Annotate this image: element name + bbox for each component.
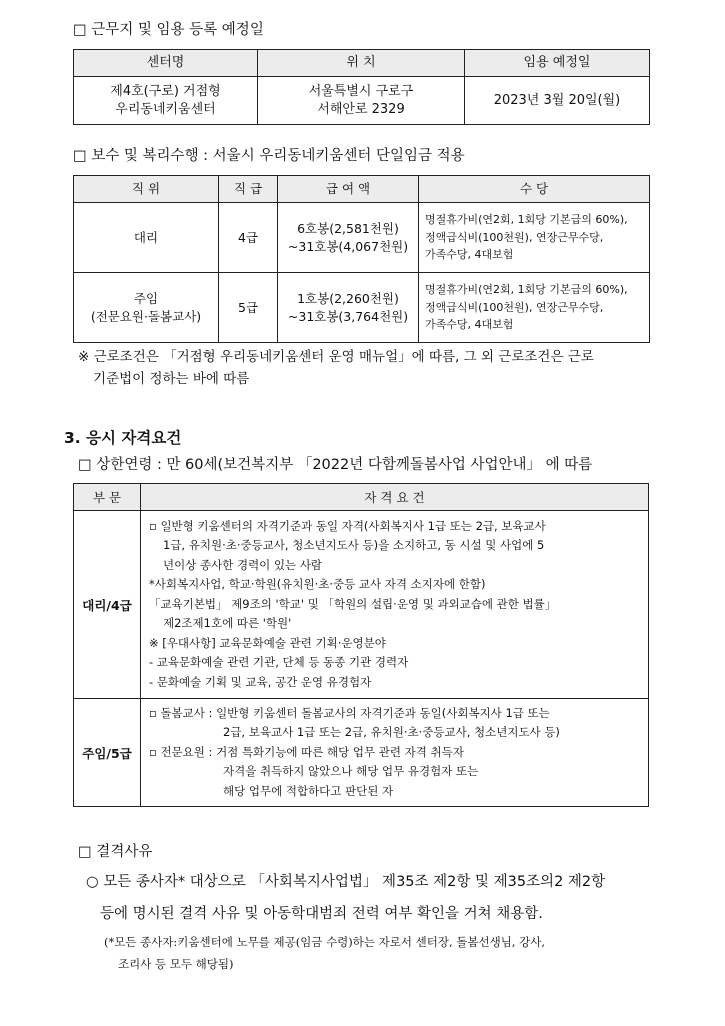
footnote-line: (*모든 종사자:키움센터에 노무를 제공(임금 수령)하는 자로서 센터장, 돌봄선생님, 강사, — [104, 935, 545, 949]
benefit-line: 정액급식비(100천원), 연장근무수당, — [425, 230, 604, 244]
disqualification-title: □ 결격사유 — [78, 844, 153, 860]
position-line: (전문요원·돌봄교사) — [90, 308, 202, 324]
table-row — [74, 273, 650, 343]
requirement-line: 제2조제1호에 따른 '학원' — [163, 616, 292, 631]
center-name-line: 우리동네키움센터 — [115, 101, 216, 117]
disqualification-footnote — [104, 931, 545, 975]
qualification-heading: 3. 응시 자격요건 — [64, 429, 182, 447]
requirement-line: 1급, 유치원·초·중등교사, 청소년지도사 등)을 소지하고, 동 시설 및 사업에 5 — [163, 538, 545, 553]
pay-section-title: □ 보수 및 복리수행 : 서울시 우리동네키움센터 단일임금 적용 — [73, 148, 465, 164]
benefit-line: 가족수당, 4대보험 — [425, 318, 514, 332]
salary-line: ~31호봉(3,764천원) — [287, 308, 409, 324]
col-header-location: 위 치 — [258, 50, 465, 77]
table-row — [74, 511, 649, 699]
requirement-line: ※ [우대사항] 교육문화예술 관련 기획·운영분야 — [149, 635, 386, 650]
position-cell — [74, 203, 219, 273]
benefit-line: 정액급식비(100천원), 연장근무수당, — [425, 300, 604, 314]
division-label: 대리/4급 — [74, 511, 141, 699]
footnote-line: 조리사 등 모두 해당됨) — [118, 957, 234, 971]
benefit-line: 가족수당, 4대보험 — [425, 248, 514, 262]
requirement-line: ▫ 일반형 키움센터의 자격기준과 동일 자격(사회복지사 1급 또는 2급, 보육교사 — [149, 518, 546, 533]
requirement-line: 「교육기본법」 제9조의 '학교' 및 「학원의 설립·운영 및 과외교습에 관한 법률」 — [149, 596, 557, 611]
location-line: 서울특별시 구로구 — [308, 83, 414, 99]
location-cell — [258, 77, 465, 125]
workplace-section-title: □ 근무지 및 임용 등록 예정일 — [73, 22, 264, 38]
age-limit-text: □ 상한연령 : 만 60세(보건복지부 「2022년 다함께돌봄사업 사업안내」 에 따름 — [78, 457, 593, 473]
requirement-line: 해당 업무에 적합하다고 판단된 자 — [223, 783, 394, 798]
table-row — [74, 699, 649, 807]
requirement-line: ▫ 돌봄교사 : 일반형 키움센터 돌봄교사의 자격기준과 동일(사회복지사 1급 또는 — [149, 705, 550, 720]
requirements-cell — [141, 699, 649, 807]
salary-line: ~31호봉(4,067천원) — [287, 238, 409, 254]
requirement-line: 자격을 취득하지 않았으나 해당 업무 유경험자 또는 — [223, 764, 479, 779]
col-header-requirements: 자 격 요 건 — [141, 484, 649, 511]
division-label: 주임/5급 — [74, 699, 141, 807]
center-name-line: 제4호(구로) 거점형 — [110, 83, 221, 99]
position-cell — [74, 273, 219, 343]
position-line: 대리 — [133, 229, 159, 245]
pay-table — [73, 175, 650, 343]
salary-cell — [278, 273, 419, 343]
benefit-line: 명절휴가비(연2회, 1회당 기본급의 60%), — [425, 283, 628, 297]
requirement-line: 년이상 종사한 경력이 있는 사람 — [163, 557, 323, 572]
col-header-benefits: 수 당 — [419, 176, 650, 203]
location-line: 서해안로 2329 — [317, 101, 405, 117]
requirement-line: 2급, 보육교사 1급 또는 2급, 유치원·초·중등교사, 청소년지도사 등) — [223, 725, 560, 740]
table-row — [74, 203, 650, 273]
center-name-cell — [74, 77, 258, 125]
appointment-date-cell: 2023년 3월 20일(월) — [465, 77, 650, 125]
disqualification-line: ○ 모든 종사자* 대상으로 「사회복지사업법」 제35조 제2항 및 제35조의2 제2항 — [86, 874, 606, 890]
col-header-salary: 급 여 액 — [278, 176, 419, 203]
requirement-line: *사회복지사업, 학교·학원(유치원·초·중등 교사 자격 소지자에 한함) — [149, 577, 486, 592]
note-line: ※ 근로조건은 「거점형 우리동네키움센터 운영 매뉴얼」에 따름, 그 외 근로조건은 근로 — [78, 349, 594, 365]
working-conditions-note — [78, 346, 658, 390]
grade-cell: 5급 — [219, 273, 278, 343]
salary-line: 6호봉(2,581천원) — [297, 220, 399, 236]
salary-line: 1호봉(2,260천원) — [297, 290, 399, 306]
benefits-cell — [419, 203, 650, 273]
col-header-division: 부 문 — [74, 484, 141, 511]
requirement-line: ▫ 전문요원 : 거점 특화기능에 따른 해당 업무 관련 자격 취득자 — [149, 744, 464, 759]
disqualification-line: 등에 명시된 결격 사유 및 아동학대범죄 전력 여부 확인을 거쳐 채용함. — [100, 906, 543, 922]
requirement-line: - 교육문화예술 관련 기관, 단체 등 동종 기관 경력자 — [149, 655, 409, 670]
requirement-line: - 문화예술 기획 및 교육, 공간 운영 유경험자 — [149, 674, 372, 689]
col-header-grade: 직 급 — [219, 176, 278, 203]
note-line: 기준법이 정하는 바에 따름 — [93, 371, 250, 387]
disqualification-body — [86, 866, 605, 930]
requirements-cell — [141, 511, 649, 699]
benefit-line: 명절휴가비(연2회, 1회당 기본급의 60%), — [425, 213, 628, 227]
col-header-center: 센터명 — [74, 50, 258, 77]
workplace-table — [73, 49, 650, 125]
grade-cell: 4급 — [219, 203, 278, 273]
col-header-date: 임용 예정일 — [465, 50, 650, 77]
benefits-cell — [419, 273, 650, 343]
col-header-position: 직 위 — [74, 176, 219, 203]
position-line: 주임 — [133, 290, 159, 306]
salary-cell — [278, 203, 419, 273]
qualification-table — [73, 483, 649, 807]
